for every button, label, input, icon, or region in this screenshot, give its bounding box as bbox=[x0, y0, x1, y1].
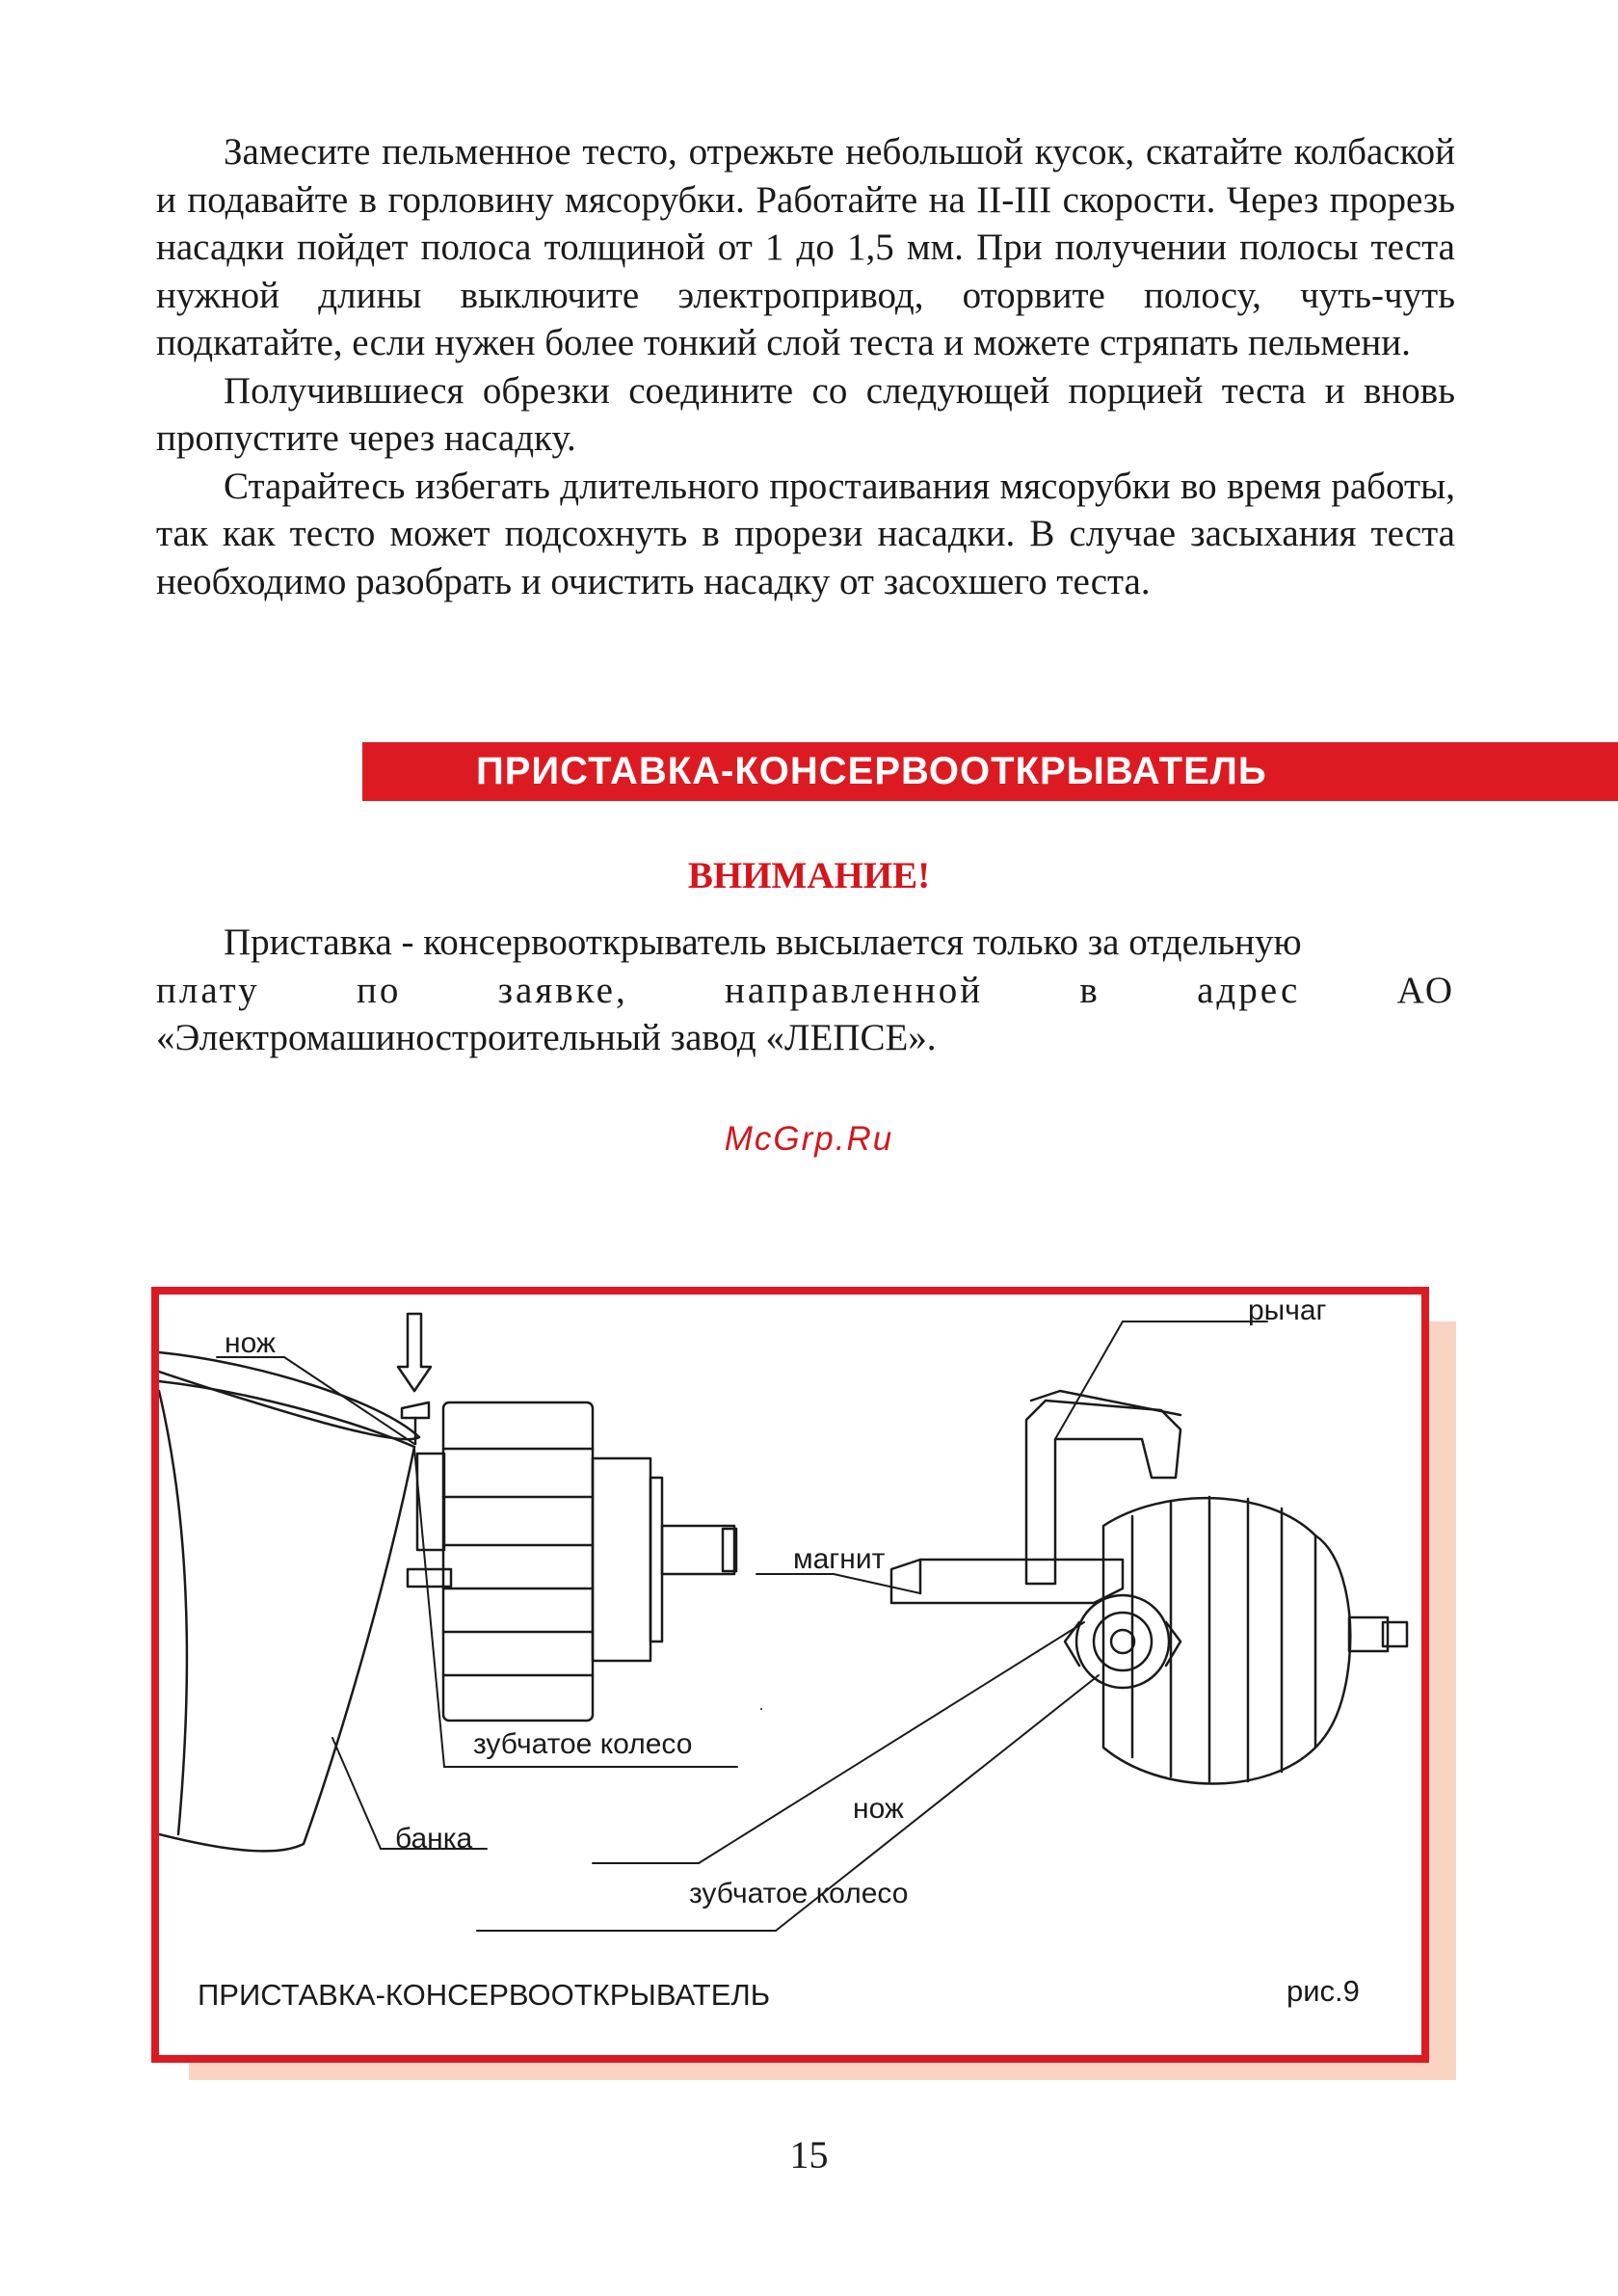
gear-drum-left bbox=[408, 1402, 736, 1721]
figure-caption: ПРИСТАВКА-КОНСЕРВООТКРЫВАТЕЛЬ bbox=[198, 1978, 771, 2012]
label-can: банка bbox=[395, 1823, 473, 1855]
attention-heading: ВНИМАНИЕ! bbox=[687, 855, 931, 896]
notice-line-3: «Электромашиностроительный завод «ЛЕПСЕ». bbox=[156, 1017, 937, 1058]
can-illustration bbox=[159, 1352, 419, 1851]
label-magnet: магнит bbox=[793, 1543, 886, 1575]
can-opener-drawing bbox=[159, 1295, 1421, 2055]
intro-text bbox=[156, 128, 1455, 605]
figure-frame bbox=[151, 1287, 1429, 2063]
section-title: ПРИСТАВКА-КОНСЕРВООТКРЫВАТЕЛЬ bbox=[476, 750, 1267, 792]
paragraph-dough: Замесите пельменное тесто, отрежьте небольшой кусок, скатайте колбаской и подавайте в горловину мясорубки. Работайте на II-III скорости. Через прорезь насадки пойдет полоса толщиной от 1 до 1,5 мм. При получении полосы теста нужной длины выключите электропривод, оторвите полосу, чуть-чуть подкатайте, если нужен более тонкий слой теста и можете стряпать пельмени. bbox=[156, 131, 1455, 363]
leader-lines bbox=[217, 1322, 1267, 1931]
label-knife-right: нож bbox=[853, 1793, 904, 1825]
label-knife-left: нож bbox=[225, 1327, 276, 1359]
notice-text bbox=[156, 919, 1455, 1062]
notice-line-2: плату по заявке, направленной в адрес АО bbox=[156, 969, 1455, 1011]
toothed-wheel-right bbox=[1065, 1595, 1180, 1688]
paragraph-scraps: Получившиеся обрезки соедините со следующей порцией теста и вновь пропустите через насадку. bbox=[156, 369, 1455, 459]
section-header-bar bbox=[362, 742, 1618, 801]
figure-number: рис.9 bbox=[1286, 1974, 1360, 2008]
label-gear-left: зубчатое колесо bbox=[473, 1728, 693, 1760]
gear-housing-right bbox=[1103, 1497, 1407, 1784]
label-lever: рычаг bbox=[1248, 1295, 1327, 1326]
paragraph-drying: Старайтесь избегать длительного простаивания мясорубки во время работы, так как тесто может подсохнуть в прорези насадки. В случае засыхания теста необходимо разобрать и очистить насадку от засохшего теста. bbox=[156, 465, 1455, 602]
notice-line-1: Приставка - консервооткрыватель высылается только за отдельную bbox=[224, 921, 1302, 963]
label-gear-right: зубчатое колесо bbox=[689, 1878, 909, 1909]
watermark: McGrp.Ru bbox=[724, 1120, 894, 1158]
page-number: 15 bbox=[789, 2133, 829, 2176]
magnet-arm-right bbox=[891, 1560, 1123, 1603]
